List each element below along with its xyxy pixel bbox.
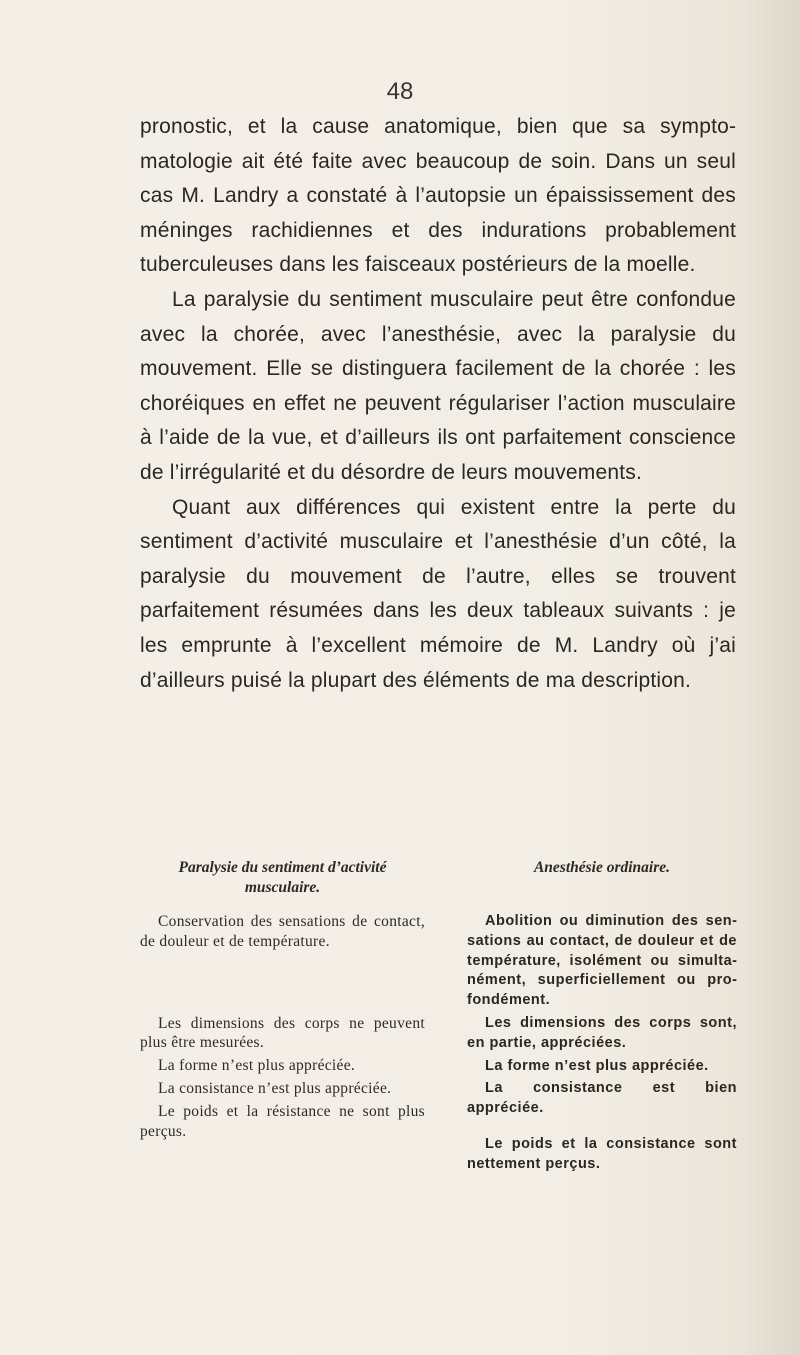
right-column-heading: Anesthésie ordinaire.: [533, 859, 671, 876]
right-entry-2: Les dimensions des corps sont, en partie, appréciées.: [467, 1014, 737, 1051]
left-entry-3: La forme n’est plus appréciée.: [158, 1057, 356, 1075]
right-column: [467, 858, 737, 1178]
page-number: 48: [386, 78, 414, 105]
left-column-heading: Paralysie du sentiment d’activité musculaire.: [178, 859, 387, 896]
right-entry-4: La consistance est bien appréciée.: [467, 1080, 737, 1117]
comparison-table: [140, 858, 736, 1198]
left-entry-5: Le poids et la résistance ne sont plus perçus.: [140, 1102, 425, 1140]
paragraph-1: pronostic, et la cause anatomique, bien que sa symptomatologie ait été faite avec beaucoup de soin. Dans un seul cas M. Landry a constaté à l’autopsie un épaississement des méninges rachidiennes et des indurations probablement tuberculeuses dans les faisceaux postérieurs de la moelle.: [140, 115, 736, 277]
left-column: [140, 858, 425, 1144]
right-entry-3: La forme n’est plus appréciée.: [485, 1057, 709, 1074]
left-entry-4: La consistance n’est plus appréciée.: [158, 1079, 392, 1097]
body-text: [140, 110, 736, 698]
left-entry-2: Les dimensions des corps ne peuvent plus être mesurées.: [140, 1014, 425, 1052]
left-entry-1: Conservation des sensations de contact, de douleur et de température.: [140, 913, 425, 950]
paragraph-3: Quant aux différences qui existent entre la perte du sentiment d’activité musculaire et l’anesthésie d’un côté, la paralysie du mouvement de l’autre, elles se trouvent parfaitement résumées dans les deux tableaux suivants : je les emprunte à l’excellent mémoire de M. Landry où j’ai d’ailleurs puisé la plupart des éléments de ma description.: [140, 495, 736, 692]
paragraph-2: La paralysie du sentiment musculaire peut être confondue avec la chorée, avec l’anesthésie, avec la paralysie du mouvement. Elle se distinguera facilement de la chorée : les choréiques en effet ne peuvent régulariser l’action musculaire à l’aide de la vue, et d’ailleurs ils ont parfaitement conscience de l’irrégularité et du désordre de leurs mouvements.: [140, 287, 736, 484]
right-entry-5: Le poids et la consistance sont nettement perçus.: [467, 1135, 737, 1172]
right-entry-1: Abolition ou diminution des sensations au contact, de douleur et de température, isolément ou simultanément, superficiellement ou profondément.: [467, 913, 737, 1009]
